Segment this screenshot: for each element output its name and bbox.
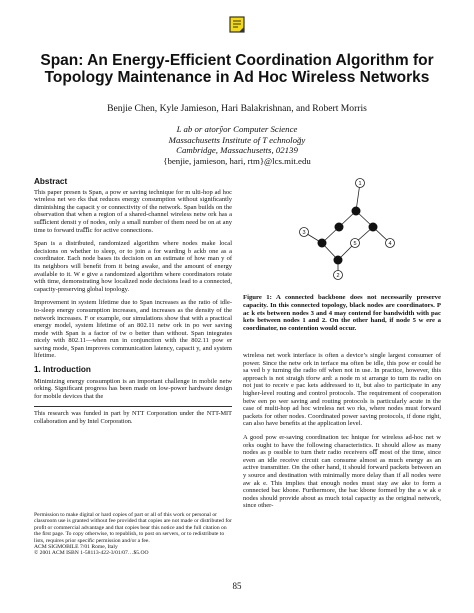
author-list: Benjie Chen, Kyle Jamieson, Hari Balakrishnan, and Robert Morris [107, 103, 367, 114]
copyright-line: © 2001 ACM ISBN 1-58113-422-3/01/07…$5.OO [34, 550, 149, 557]
abstract-paragraph-1: This paper presen ts Span, a pow er saving technique for m ulti-hop ad hoc wireless net wo rks that reduces energy consumption without signiﬁcantly diminishing the capacit y or connectivity of the network. Span builds on the observation that when a region of a shared-channel wireless netw ork has a suﬃcient densit y of nodes, only a small number of them need be on at any time to forward traﬃc for active connections. [34, 188, 232, 234]
figure-caption: Figure 1: A connected backbone does not necessarily preserve capacity. In this connected topology, black nodes are coordinators. P ac k ets between nodes 3 and 4 may contend for bandwidth with pac kets between nodes 1 and 2. On the other hand, if node 5 w ere a coordinator, no contention would occur. [243, 294, 441, 333]
permission-block [34, 512, 232, 557]
coordinator-node [335, 223, 344, 232]
left-column [34, 178, 232, 425]
node-label: 4 [388, 241, 392, 247]
node-label: 3 [302, 230, 306, 236]
topology-figure [270, 160, 420, 290]
note-icon[interactable] [227, 15, 247, 35]
abstract-paragraph-2: Span is a distributed, randomized algorithm where nodes make local decisions on whether to sleep, or to join a for warding b ackb one as a coordinator. Each node bases its decision on an estimate of how man y of its neighbors will beneﬁt from it being awake, and the amount of energy available to it. W e give a randomized algorithm where coordinators rotate with time, demonstrating how localized node decisions lead to a connected, capacity-preserving global topology. [34, 240, 232, 293]
conference-line: ACM SIGMOBILE 7/01 Rome, Italy [34, 544, 118, 551]
node-label: 2 [336, 273, 340, 279]
footnote-rule [34, 406, 232, 407]
title-line-2: Topology Maintenance in Ad Hoc Wireless Networks [44, 69, 430, 86]
affiliation-line-2: Massachusetts Institute of T echnoloğy [168, 134, 306, 145]
figure-nodes [300, 179, 395, 280]
title-line-1: Span: An Energy-Efficient Coordination Algorithm for [40, 52, 434, 69]
funding-footnote: This research was funded in part by NTT Corporation under the NTT-MIT collaboration and by Intel Corporation. [34, 410, 232, 425]
coordinator-node [318, 239, 327, 248]
coordinator-node [334, 256, 343, 265]
node-label: 1 [358, 181, 362, 187]
abstract-heading: Abstract [34, 177, 68, 186]
figure-edges [304, 183, 390, 275]
right-paragraph-2: A good pow er-saving coordination tec hnique for wireless ad-hoc net w orks ought to have the following characteristics. It should allow as many nodes as p ossible to turn their radio receivers oﬀ most of the time, since even an idle receive circuit can consume almost as much energy as an active transmitter. On the other hand, it should forward packets between an y source and destination with minimally more delay than if all nodes were aw ak e. This implies that enough nodes must stay aw ake to form a connected bac kbone. Furthermore, the bac kbone formed by the a w ak e nodes should provide about as much total capacity as the original network, since other- [243, 433, 441, 510]
coordinator-node [352, 207, 361, 216]
right-column [243, 352, 441, 516]
permission-notice: Permission to make digital or hard copies of part or all of this work or personal or classroom use is granted without fee provided that copies are not made or distributed for proﬁt or commercial advantage and that copies bear this notice and the full citation on the ﬁrst page. To copy otherwise, to republish, to post on servers, or to redistribute to lists, requires prior speciﬁc permission and/or a fee. [34, 512, 232, 544]
paper-title [0, 52, 474, 86]
introduction-paragraph-1: Minimizing energy consumption is an important challenge in mobile netw orking. Signiﬁcant progress has been made on low-power hardware design for mobile devices that the [34, 377, 232, 400]
affiliation-line-1: L ab or atorŷor Computer Science [176, 124, 298, 134]
coordinator-node [369, 223, 378, 232]
node-label: 5 [353, 241, 357, 247]
abstract-paragraph-3: Improvement in system lifetime due to Span increases as the ratio of idle-to-sleep energy consumption increases, and increases as the density of the network increases. F or example, our simulations show that with a practical energy model, system lifetime of an 802.11 netw ork in po wer saving mode with Span is a factor of tw o better than without. Span integrates nicely with 802.11—when run in conjunction with the 802.11 pow er saving mode, Span improves communication latency, capacit y, and system lifetime. [34, 299, 232, 360]
page-number: 85 [232, 581, 242, 591]
author-emails: {benjie, jamieson, hari, rtm}@lcs.mit.edu [163, 155, 311, 166]
introduction-heading: 1. Introduction [34, 365, 91, 375]
right-paragraph-1: wireless net work interface is often a device’s single largest consumer of power. Since the netw ork in terface ma often be idle, this pow er could be sa ved b y turning the radio off when not in use. In practice, however, this approach is not straigh tforw ard: a node m st arrange to turn its radio on not just to receiv e pac kets addressed to it, but also to participate in any higher-level routing and control protocols. The requirement of cooperation betw een po wer saving and routing protocols is particularly acute in the case of multi-hop ad hoc wireless net wo rks, where nodes must forward packets for other nodes. Coordinated power saving protocols, if done right, can also have beneﬁts at the application level. [243, 352, 441, 428]
affiliation-line-3: Cambridge, Massachusetts, 02139 [176, 145, 298, 155]
